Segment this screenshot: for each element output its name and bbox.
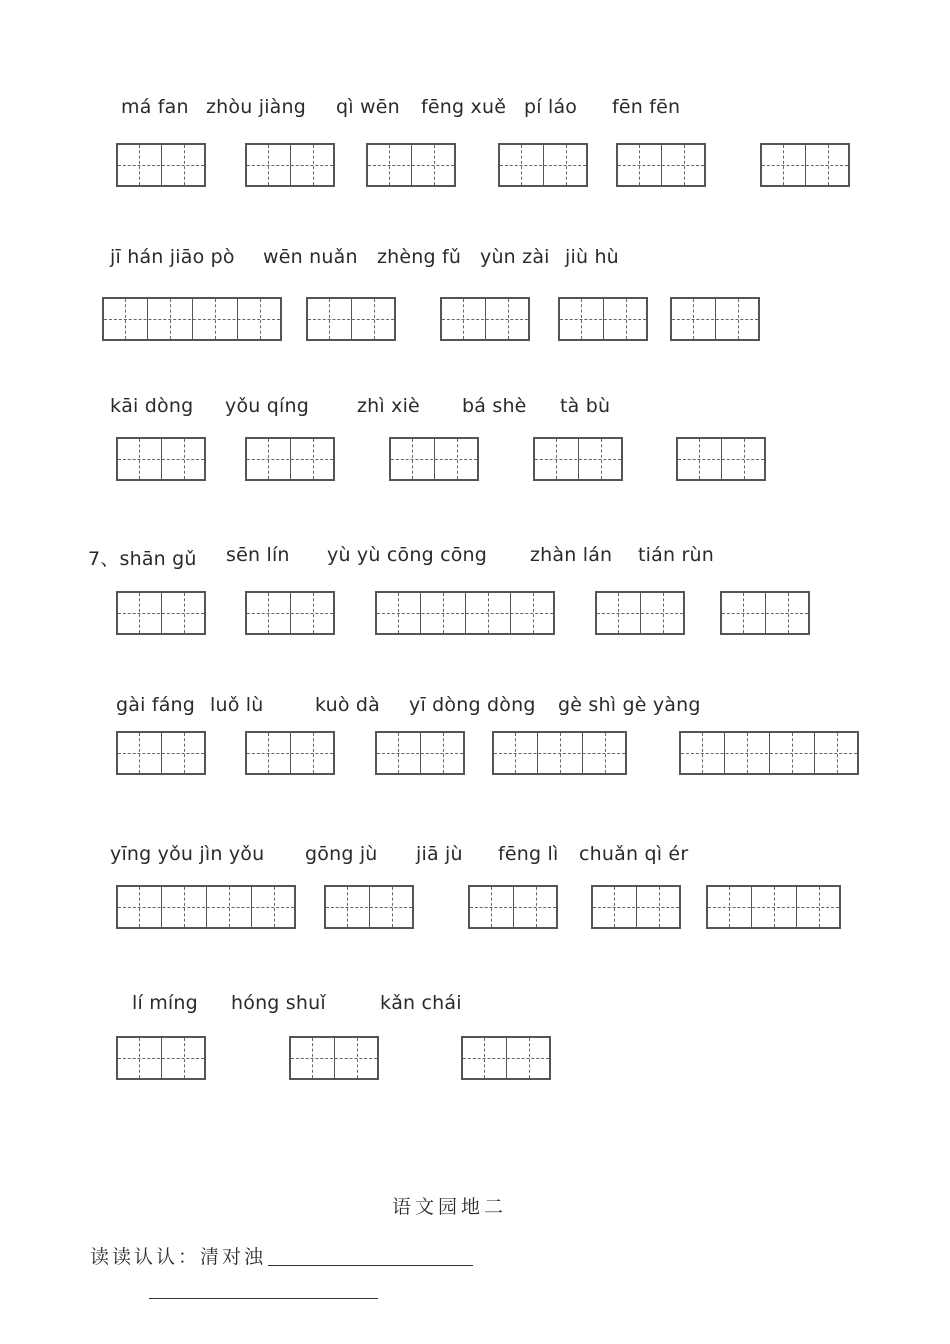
writing-grid[interactable] <box>245 591 335 635</box>
pinyin-label: kuò dà <box>315 694 381 716</box>
pinyin-label: tà bù <box>560 395 611 417</box>
grid-cell-center-line <box>560 733 561 773</box>
grid-cell-divider <box>715 299 716 339</box>
grid-cell-center-line <box>837 733 838 773</box>
grid-cell-center-line <box>443 593 444 633</box>
grid-cell-divider <box>290 145 291 185</box>
grid-cell-divider <box>420 593 421 633</box>
writing-grid[interactable] <box>616 143 706 187</box>
pinyin-label: fēng xuě <box>421 96 507 118</box>
writing-grid[interactable] <box>245 731 335 775</box>
grid-cell-center-line <box>788 593 789 633</box>
writing-grid[interactable] <box>116 1036 206 1080</box>
pinyin-label: má fan <box>121 96 189 118</box>
grid-cell-center-line <box>508 299 509 339</box>
grid-cell-center-line <box>702 733 703 773</box>
grid-cell-center-line <box>488 593 489 633</box>
grid-cell-center-line <box>268 593 269 633</box>
grid-cell-divider <box>796 887 797 927</box>
pinyin-label: yǒu qíng <box>225 395 309 417</box>
grid-cell-divider <box>582 733 583 773</box>
grid-cell-center-line <box>125 299 126 339</box>
grid-cell-divider <box>192 299 193 339</box>
grid-cell-center-line <box>347 887 348 927</box>
grid-cell-center-line <box>184 1038 185 1078</box>
grid-cell-center-line <box>744 439 745 479</box>
answer-line-2[interactable] <box>149 1298 378 1299</box>
writing-grid[interactable] <box>116 143 206 187</box>
grid-cell-center-line <box>693 299 694 339</box>
grid-cell-center-line <box>783 145 784 185</box>
grid-cell-divider <box>334 1038 335 1078</box>
grid-cell-center-line <box>484 1038 485 1078</box>
writing-grid[interactable] <box>116 591 206 635</box>
grid-cell-center-line <box>313 733 314 773</box>
grid-cell-divider <box>661 145 662 185</box>
grid-cell-center-line <box>398 733 399 773</box>
writing-grid[interactable] <box>533 437 623 481</box>
grid-cell-divider <box>161 1038 162 1078</box>
grid-cell-center-line <box>566 145 567 185</box>
grid-cell-center-line <box>699 439 700 479</box>
grid-cell-center-line <box>260 299 261 339</box>
grid-cell-center-line <box>184 733 185 773</box>
grid-cell-divider <box>465 593 466 633</box>
writing-grid[interactable] <box>389 437 479 481</box>
pinyin-label: luǒ lù <box>210 694 264 716</box>
grid-cell-center-line <box>515 733 516 773</box>
writing-grid[interactable] <box>468 885 558 929</box>
writing-grid[interactable] <box>676 437 766 481</box>
grid-cell-divider <box>434 439 435 479</box>
section-title: 语文园地二 <box>392 1196 508 1218</box>
writing-grid[interactable] <box>498 143 588 187</box>
grid-cell-divider <box>237 299 238 339</box>
grid-cell-center-line <box>184 887 185 927</box>
grid-cell-center-line <box>581 299 582 339</box>
grid-cell-center-line <box>556 439 557 479</box>
grid-cell-center-line <box>357 1038 358 1078</box>
pinyin-label: fēn fēn <box>612 96 681 118</box>
grid-cell-center-line <box>614 887 615 927</box>
grid-cell-center-line <box>605 733 606 773</box>
writing-grid[interactable] <box>116 437 206 481</box>
writing-grid[interactable] <box>102 297 282 341</box>
grid-cell-center-line <box>521 145 522 185</box>
grid-cell-divider <box>290 733 291 773</box>
grid-cell-center-line <box>819 887 820 927</box>
grid-cell-center-line <box>268 145 269 185</box>
pinyin-label: yùn zài <box>480 246 550 268</box>
grid-cell-center-line <box>828 145 829 185</box>
grid-cell-center-line <box>774 887 775 927</box>
writing-grid[interactable] <box>245 143 335 187</box>
pinyin-label: lí míng <box>132 992 198 1014</box>
writing-grid[interactable] <box>670 297 760 341</box>
grid-cell-divider <box>161 439 162 479</box>
grid-cell-divider <box>814 733 815 773</box>
grid-cell-divider <box>290 439 291 479</box>
pinyin-label: bá shè <box>462 395 527 417</box>
grid-cell-center-line <box>274 887 275 927</box>
grid-cell-center-line <box>434 145 435 185</box>
grid-cell-center-line <box>392 887 393 927</box>
grid-cell-center-line <box>389 145 390 185</box>
grid-cell-center-line <box>268 439 269 479</box>
grid-cell-center-line <box>626 299 627 339</box>
grid-cell-center-line <box>639 145 640 185</box>
grid-cell-center-line <box>463 299 464 339</box>
pinyin-label: chuǎn qì ér <box>579 843 689 865</box>
grid-cell-center-line <box>743 593 744 633</box>
grid-cell-divider <box>506 1038 507 1078</box>
grid-cell-divider <box>578 439 579 479</box>
grid-cell-center-line <box>170 299 171 339</box>
grid-cell-divider <box>485 299 486 339</box>
writing-grid[interactable] <box>558 297 648 341</box>
read-prompt: 读读认认：清对浊 <box>90 1246 267 1268</box>
pinyin-label: fēng lì <box>498 843 559 865</box>
answer-line-1[interactable] <box>268 1265 473 1266</box>
grid-cell-divider <box>411 145 412 185</box>
pinyin-label: yī dòng dòng <box>409 694 536 716</box>
grid-cell-divider <box>510 593 511 633</box>
grid-cell-center-line <box>312 1038 313 1078</box>
pinyin-label: jiā jù <box>416 843 463 865</box>
grid-cell-divider <box>351 299 352 339</box>
grid-cell-divider <box>369 887 370 927</box>
pinyin-label: yīng yǒu jìn yǒu <box>110 843 265 865</box>
grid-cell-center-line <box>229 887 230 927</box>
writing-grid[interactable] <box>461 1036 551 1080</box>
grid-cell-divider <box>161 145 162 185</box>
grid-cell-center-line <box>139 1038 140 1078</box>
grid-cell-divider <box>640 593 641 633</box>
grid-cell-center-line <box>684 145 685 185</box>
grid-cell-divider <box>543 145 544 185</box>
pinyin-label: hóng shuǐ <box>231 992 326 1014</box>
grid-cell-center-line <box>139 733 140 773</box>
writing-grid[interactable] <box>595 591 685 635</box>
grid-cell-divider <box>161 593 162 633</box>
pinyin-label: tián rùn <box>638 544 714 566</box>
grid-cell-center-line <box>313 439 314 479</box>
pinyin-label: 7、shān gǔ <box>88 548 197 570</box>
grid-cell-center-line <box>533 593 534 633</box>
writing-grid[interactable] <box>116 731 206 775</box>
pinyin-label: yù yù cōng cōng <box>327 544 488 566</box>
grid-cell-center-line <box>529 1038 530 1078</box>
writing-grid[interactable] <box>116 885 296 929</box>
grid-cell-center-line <box>457 439 458 479</box>
grid-cell-center-line <box>184 593 185 633</box>
pinyin-label: zhèng fǔ <box>377 246 462 268</box>
grid-cell-center-line <box>398 593 399 633</box>
grid-cell-divider <box>161 733 162 773</box>
grid-cell-center-line <box>313 593 314 633</box>
grid-cell-center-line <box>729 887 730 927</box>
grid-cell-center-line <box>139 593 140 633</box>
grid-cell-center-line <box>601 439 602 479</box>
grid-cell-divider <box>805 145 806 185</box>
grid-cell-center-line <box>747 733 748 773</box>
grid-cell-center-line <box>184 145 185 185</box>
writing-grid[interactable] <box>492 731 627 775</box>
writing-grid[interactable] <box>720 591 810 635</box>
writing-grid[interactable] <box>440 297 530 341</box>
grid-cell-center-line <box>618 593 619 633</box>
grid-cell-divider <box>206 887 207 927</box>
pinyin-label: kāi dòng <box>110 395 194 417</box>
writing-grid[interactable] <box>289 1036 379 1080</box>
grid-cell-center-line <box>329 299 330 339</box>
grid-cell-center-line <box>139 145 140 185</box>
pinyin-label: kǎn chái <box>380 992 462 1014</box>
grid-cell-divider <box>603 299 604 339</box>
writing-grid[interactable] <box>706 885 841 929</box>
grid-cell-divider <box>765 593 766 633</box>
pinyin-label: sēn lín <box>226 544 290 566</box>
writing-grid[interactable] <box>591 885 681 929</box>
writing-grid[interactable] <box>679 731 859 775</box>
grid-cell-center-line <box>139 887 140 927</box>
writing-grid[interactable] <box>375 591 555 635</box>
grid-cell-divider <box>721 439 722 479</box>
writing-grid[interactable] <box>324 885 414 929</box>
writing-grid[interactable] <box>306 297 396 341</box>
grid-cell-divider <box>513 887 514 927</box>
grid-cell-divider <box>769 733 770 773</box>
grid-cell-center-line <box>659 887 660 927</box>
pinyin-label: gè shì gè yàng <box>558 694 701 716</box>
grid-cell-divider <box>636 887 637 927</box>
grid-cell-center-line <box>412 439 413 479</box>
pinyin-label: jiù hù <box>565 246 619 268</box>
grid-cell-divider <box>147 299 148 339</box>
pinyin-label: jī hán jiāo pò <box>110 246 235 268</box>
grid-cell-center-line <box>374 299 375 339</box>
grid-cell-center-line <box>443 733 444 773</box>
pinyin-label: zhòu jiàng <box>206 96 307 118</box>
pinyin-label: zhàn lán <box>530 544 613 566</box>
grid-cell-divider <box>290 593 291 633</box>
grid-cell-center-line <box>139 439 140 479</box>
pinyin-label: gōng jù <box>305 843 378 865</box>
pinyin-label: qì wēn <box>336 96 400 118</box>
pinyin-label: gài fáng <box>116 694 196 716</box>
grid-cell-center-line <box>313 145 314 185</box>
grid-cell-divider <box>251 887 252 927</box>
pinyin-label: zhì xiè <box>357 395 420 417</box>
grid-cell-center-line <box>663 593 664 633</box>
grid-cell-center-line <box>536 887 537 927</box>
writing-grid[interactable] <box>366 143 456 187</box>
grid-cell-center-line <box>268 733 269 773</box>
grid-cell-center-line <box>738 299 739 339</box>
pinyin-label: wēn nuǎn <box>263 246 358 268</box>
grid-cell-divider <box>537 733 538 773</box>
pinyin-label: pí láo <box>524 96 578 118</box>
grid-cell-divider <box>161 887 162 927</box>
grid-cell-divider <box>751 887 752 927</box>
writing-grid[interactable] <box>245 437 335 481</box>
grid-cell-center-line <box>491 887 492 927</box>
grid-cell-divider <box>724 733 725 773</box>
writing-grid[interactable] <box>375 731 465 775</box>
grid-cell-divider <box>420 733 421 773</box>
grid-cell-center-line <box>792 733 793 773</box>
grid-cell-center-line <box>215 299 216 339</box>
grid-cell-center-line <box>184 439 185 479</box>
writing-grid[interactable] <box>760 143 850 187</box>
